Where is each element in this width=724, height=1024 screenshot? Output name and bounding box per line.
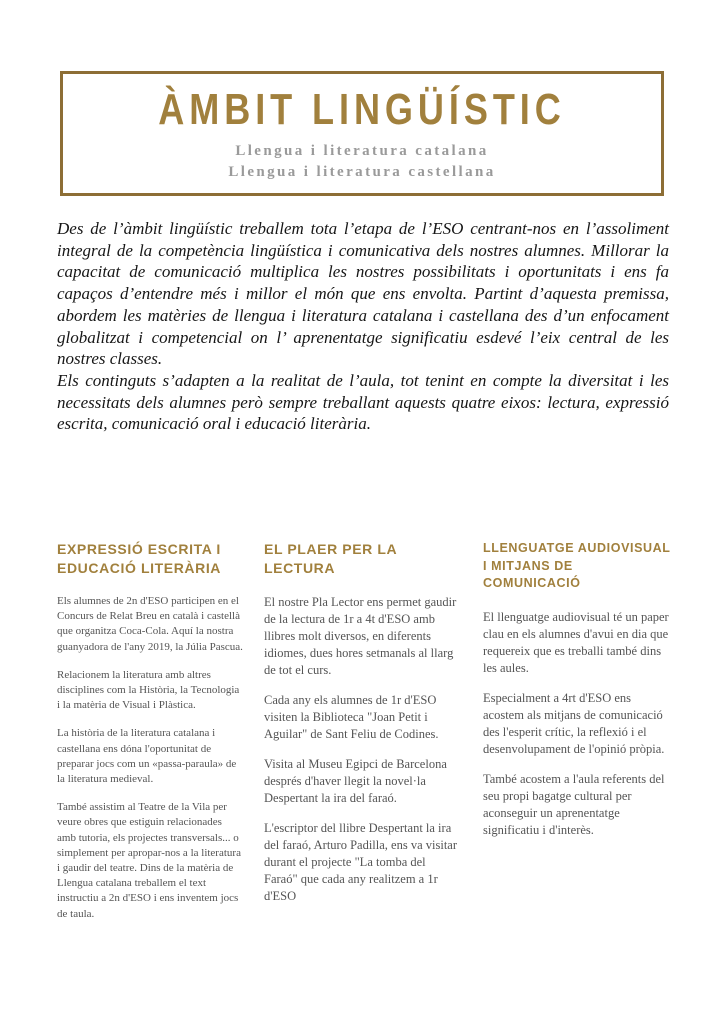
subtitle-line-1: Llengua i literatura catalana [235,143,489,159]
intro-paragraph-1: Des de l’àmbit lingüístic treballem tota l’etapa de l’ESO centrant-nos en l’assoliment integral de la competència lingüística i comunicativa dels nostres alumnes. Millorar la capacitat de comunicació multiplica les nostres possibilitats i oportunitats i ens fa capaços d’entendre més i millor el món que ens envolta. Partint d’aquesta premissa, abordem les matèries de llengua i literatura catalana i castellana des d’un enfocament globalitzat i competencial on l’ aprenentatge significatiu esdevé l’eix central de les nostres classes. [57,219,669,369]
column-paragraph: La història de la literatura catalana i castellana ens dóna l'oportunitat de preparar jocs com un «passa-paraula» de la literatura medieval. [57,727,237,786]
column-llenguatge-audiovisual [483,540,673,935]
column-paragraph: Cada any els alumnes de 1r d'ESO visiten la Biblioteca "Joan Petit i Aguilar" de Sant Feliu de Codines. [264,693,439,741]
column-plaer-lectura [264,540,462,935]
column-paragraph: Relacionem la literatura amb altres disciplines com la Història, la Tecnologia i la matèria de Visual i Plàstica. [57,668,240,712]
subtitle-line-2: Llengua i literatura castellana [228,164,496,180]
column-paragraph: Visita al Museu Egipci de Barcelona després d'haver llegit la novel·la Despertant la ira del faraó. [264,757,447,805]
title-box [60,71,664,196]
column-expressio-escrita [57,540,243,935]
column-paragraph: L'escriptor del llibre Despertant la ira del faraó, Arturo Padilla, ens va visitar durant el projecte "La tomba del Faraó" que cada any realitzem a 1r d'ESO [264,821,457,903]
column-paragraph: També acostem a l'aula referents del seu propi bagatge cultural per aconseguir un aprenentatge significatiu i d'interès. [483,771,665,837]
columns-section [57,540,673,935]
intro-section [57,218,669,435]
column-paragraph: També assistim al Teatre de la Vila per veure obres que estiguin relacionades amb tutoria, els projectes transversals... o simplement per apropar-nos a la literatura i gaudir del teatre. Dins de la matèria de Llengua catalana treballem el text instructiu a 2n d'ESO i ens inventem jocs de taula. [57,801,241,920]
page-title: ÀMBIT LINGÜÍSTIC [158,85,566,134]
column-heading: LLENGUATGE AUDIOVISUAL I MITJANS DE COMUNICACIÓ [483,541,671,590]
column-heading: EXPRESSIÓ ESCRITA I EDUCACIÓ LITERÀRIA [57,541,222,576]
column-paragraph: Els alumnes de 2n d'ESO participen en el Concurs de Relat Breu en català i castellà que organitza Coca-Cola. Aquí la nostra guanyadora de l'any 2019, la Júlia Pascua. [57,595,243,653]
column-paragraph: El nostre Pla Lector ens permet gaudir de la lectura de 1r a 4t d'ESO amb llibres molt diversos, en diferents idiomes, dues hores setmanals al llarg de tot el curs. [264,595,457,677]
column-heading: EL PLAER PER LA LECTURA [264,541,397,576]
column-paragraph: Especialment a 4rt d'ESO ens acostem als mitjans de comunicació des l'esperit crític, la reflexió i el desenvolupament de l'opinió pròpia. [483,690,665,756]
intro-paragraph-2: Els continguts s’adapten a la realitat de l’aula, tot tenint en compte la diversitat i les necessitats dels alumnes però sempre treballant aquests quatre eixos: lectura, expressió escrita, comunicació oral i educació literària. [57,370,669,434]
column-paragraph: El llenguatge audiovisual té un paper clau en els alumnes d'avui en dia que requereix que es treballi també dins les aules. [483,609,669,675]
